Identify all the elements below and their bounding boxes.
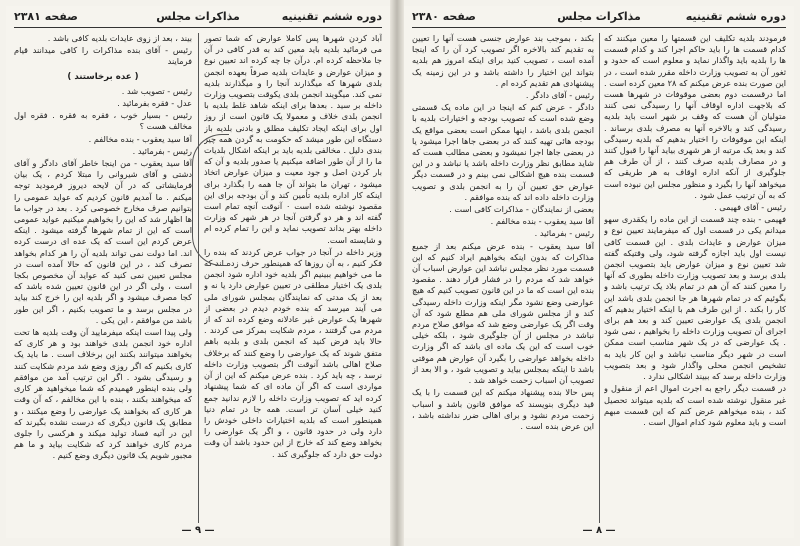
paragraph: بعضی از نمایندگان - مذاکرات کافی است .: [449, 204, 594, 215]
left-header-rule: [14, 27, 382, 28]
paragraph: آقا سید یعقوب - بنده مخالفم .: [88, 133, 192, 144]
left-page-header: [14, 10, 382, 26]
left-page-folio: — ۹ —: [181, 525, 215, 536]
paragraph: آقا سید یعقوب - بنده عرض میکنم بعد از جمیع مذاکرات که بدون اینکه بخواهیم ایراد کنیم که این قسمت مورد نظر مجلس نباشد این عوارض اسباب آن خواهد شد که مردم را در فشار قرار دهند . مقصود بنده این است که ما در این قانون تصویب کنیم که هیچ عوارضی وضع نشود مگر اینکه وزارت داخله رسیدگی کند و از مجلس شورای ملی هم مطلع شود که آن وقت اگر یک عوارضی وضع شد که موافق صلاح مردم نباشد در مجلس از آن جلوگیری شود ، بلکه خیلی خوب است که این یک ماده ای باشد که اگر وزارت داخله بخواهد عوارضی را بگیرد آن عوارض هم موقتی باشد تا اینکه بمجلس بیاید و تصویب شود ، و الا بعد از تصویب آن اسباب زحمت خواهد شد .: [412, 240, 594, 386]
right-header-page-number: صفحه ۲۳۸۰: [412, 10, 476, 23]
right-page-header: [412, 10, 786, 26]
left-header-title: مذاکرات مجلس: [156, 10, 240, 23]
left-header-page-number: صفحه ۲۳۸۱: [14, 10, 78, 23]
paragraph: رئیس - آقای بنده مذاکرات را کافی میدانند قیام فرمایند: [14, 45, 192, 67]
paragraph: بکند ، بموجب بند عوارض جنسی هست آنها را تعیین به تقدیم کند بالاخره اگر تصویب کرد آن را که اینجا آمده است ، تصویب کنید برای اینکه امروز هم بلدیه بتواند این اختیار را داشته باشد و در این زمینه یک پیشنهادی هم تقدیم کرده ام .: [412, 33, 594, 88]
paragraph: آقا سید یعقوب - بنده مخالفم .: [490, 216, 594, 227]
right-column-divider: [599, 33, 600, 523]
right-header-rule: [412, 27, 786, 28]
left-page-column-left: [14, 33, 192, 529]
paragraph: رئیس - بفرمائید .: [132, 145, 192, 156]
paragraph: رئیس - تصویب شد .: [121, 85, 192, 96]
paragraph: عدل - فقره بفرمائید .: [117, 98, 192, 109]
left-page-column-right: [204, 33, 382, 529]
right-page-folio: — ۸ —: [582, 525, 616, 536]
left-column-divider: [198, 33, 199, 523]
paragraph: آباد کردن شهرها پس کاملا عوارض که شما تصور می فرمائید بلدیه باید معین کند به قدر کافی در آن جا ملاحظه کرده ام. درآن جا چه کرده اند تعیین نوع و میزان عوارض و عایدات بلدیه صرفاً بعهده انجمن بلدی شهرها که میگذارند آنجا را و میگذارند بلدیه نمی کند. میگویند انجمن بلدی یکوقت بتصویب وزارت داخله بر سید . بعدها برای اینکه شاهد غلط بلدیه با انجمن بلدی خلاف و معمولا یک قانون است از روز اول برای اینکه ایجاد تکلیف مطلق و بادنی بلدیه باز دستگاه این طور میشد که حکومت به گردن همه چیز بندی دلیل . مخالفی بلدیه باید بر اینکه اشکال بلدیات ما را از آن طور اضافه میکنیم یا صدور بلدیه و آن که بار کردن اصل و جود معیت و میزان عوارض اتخاذ میشود ، تهران ما بتواند آن جا همه را بگذارد برای اینکه کار اداره بلدیه تأمین کند و آن بودجه برای این مقصود نوشته شده است ۰ آنوقت آنچه تمام است گفته اند و هر دو گرفتن آنجا در هر شهر که وزارت داخله بهتر بداند تصویب نماید و این را تمام کرده ام و شایسته است.: [204, 33, 382, 245]
paragraph: وزیر داخله در آنجا در جواب عرض کردند که بنده را فکر کنیم ، به آن روزها که همینطور حرف زده اند که ما می خواهیم ببینیم اگر بلدیه خود اداره شود انجمن بلدی یک اختیار مطلقی در تعیین عوارض دارد یا نه و بعد از یک مدتی که نمایندگان بمجلس شورای ملی می آیند میرسد که بنده خودم دیدم در بعضی از شهرها یک عوارض غیر عادلانه وضع کرده اند که از مردم می گرفتند ، مردم شکایت بمرکز می کردند . حالا باید فرض کنید که انجمن بلدی و بلدیه باهم متفق شوند که یک عوارضی را وضع کنند که برخلاف صلاح اهالی باشد آنوقت اگر بتصویب وزارت داخله نرسد ، چه باید کرد . بنده عرض میکنم که این از آن مواردی است که اگر آن ماده ای که شما پیشنهاد کرده اید که تصویب وزارت داخله را لازم ندانید جمع کنید خیلی آسان تر است. همه جا در تمام دنیا همینطور است که بلدیه اختیارات داخلی خودش را دارد ولی در حدود قانون ، و اگر یک عوارضی را بخواهد وضع کند که خارج از این حدود باشد آن وقت دولت حق دارد که جلوگیری کند .: [204, 246, 382, 459]
right-page-column-left: [412, 33, 594, 529]
handwritten-bracket-mark: [192, 134, 229, 266]
section-heading: ( عده برخاستند ): [67, 71, 139, 82]
left-page: [6, 6, 390, 538]
paragraph: دادگر - عرض کنم که اینجا در این ماده یک قسمتی وضع شده است که تصویب بودجه و اختیارات بلدیه با انجمن بلدی باشد ، اینها ممکن است بعضی مواقع یک بودجه هائی تهیه کنند که در بعضی جاها اجرا میشود یا در بعضی جاها اجرا نمیشود و بعضی مطالب هست که شاید مطابق نظر وزارت داخله باشد یا نباشد و در این قسمت بنده هیچ اشکالی نمی بینم و در قسمت دیگر عوارض حق تعیین آن را به انجمن بلدی و تصویب وزارت داخله داده اند که بنده موافقم .: [412, 102, 594, 202]
paragraph: در قسمت دیگر راجع به اجرت اموال اعم از منقول و غیر منقول نوشته شده است که بلدیه میتواند تحصیل کند ، بنده میخواهم عرض کنم که این قسمت مبهم است و باید معلوم شود کدام اموال است .: [604, 383, 786, 427]
paragraph: رئیس - آقای فهیمی .: [714, 202, 786, 213]
paragraph: رئیس - بسیار خوب ، فقره به فقره . فقره اول مخالف هست ؟: [14, 110, 192, 132]
right-header-session: دوره ششم تقنینیه: [685, 10, 786, 23]
paragraph: فهیمی - بنده چند قسمت از این ماده را یکقدری سهو میدانم یکی در قسمت اول که میفرمایند تعیین نوع و میزان عوارض و عایدات بلدی . این قسمت کافی نیست اول باید اجازه گرفته شود، ولی وقتیکه گفته شد تعیین نوع و میزان عوارض باید بتصویب انجمن بلدی برسد و بعد تصویب وزارت داخله بطوری که آنها را معین کنند که آن هم در تمام بلاد یک ترتیب باشد و بگوئیم که در تمام شهرها هر جا انجمن بلدی باشد این کار را بکند . از این طرف هم با اینکه اختیار بدهیم که انجمن بلدی یک عوارضی تعیین کند و بعد هم برای اجرای آن تصویب وزارت داخله را بخواهیم ، نمی شود . یک عوارضی که در یک شهر مناسب است ممکن است در شهر دیگر مناسب نباشد و این کار باید به تشخیص انجمن محلی واگذار شود و بعد بتصویب وزارت داخله برسد که ببیند اشکالی ندارد .: [604, 214, 786, 382]
paragraph: پس حالا بنده پیشنهاد میکنم که این قسمت را با یک قید دیگری بنویسند که موافق قانون باشد و اسباب زحمت مردم نشود و برای اهالی ضرر نداشته باشد ، این عرض بنده است .: [412, 387, 594, 431]
left-header-session: دوره ششم تقنینیه: [281, 10, 382, 23]
paragraph: رئیس - بفرمائید .: [534, 228, 594, 239]
paragraph: رئیس - آقای دادگر .: [525, 90, 594, 101]
paragraph: فرمودند بلدیه تکلیف این قسمتها را معین میکنند که کدام قسمت ها را باید حاکم اجرا کند و کدام قسمت ها را بلدیه باید واگذار نماید و معلوم است که حدود و ثغور آن به تصویب وزارت داخله مقرر شده است ، در این صورت بنده عرض میکنم که ۲۸ معین کرده است . اما درقسمت دوم بعضی موقوفات در شهرها هست که بلاجهت اداره اوقاف آنها را رسیدگی نمی کنند متولیان آن هست که وقف بر شهر است باید بلدیه رسیدگی کند و بالاخره آنها به مصرف بلدی برساند . اینکه این موقوفات را اختیار بدهیم که بلدیه رسیدگی کند و بعد یک مرتبه از هر شهری بیاید آنها را قبول کنند و در مصارف بلدیه صرف کنند ، از آن طرف هم جلوگیری از آنکه اداره اوقاف به هر طریقی که میخواهد آنها را بگیرد و منظور مجلس این نبوده است که به آن ترتیب عمل شود .: [604, 33, 786, 200]
paragraph: آقا سید یعقوب - من اینجا خاطر آقای دادگر و آقای دشتی و آقای شیروانی را مبتلا کردم ، یک بیان فرمایشاتی که در آن لایحه دیروز فرمودید توجه میکنم . ما آمدیم قانون کردیم که عواید عمومی را بتوانیم صرف مخارج خصوصی کرد . بعد در جواب ما ها اظهار شد که این را بخواهیم میکنیم عواید عمومی است که این از تمام شهرها گرفته میشود . اینکه عرض کردم این است که یک عده ای درست کرده اند. اما دولت نمی تواند بلدیه آن را هر کدام بخواهد تصرف کند ، در این قانون که حالا آمده است در مجلس تعیین نمی کنید که عواید آن مخصوص بکجا است ، ولی اگر در این قانون تعیین شده باشد که کجا مصرف میشود و اگر بلدیه این را خرج کند بیاید در مجلس برسد و ما تصویب بکنیم ، اگر این طور باشد من موافقم ، این یکی .: [14, 158, 192, 325]
paragraph: ولی پیدا است اینکه میفرمایید آن وقت بلدیه ها تحت اداره خود انجمن بلدی خواهند بود و هر کاری که بخواهند میتوانند بکنند این برخلاف است . ما باید یک کاری بکنیم که اگر روزی وضع شد مردم شکایت کنند و رسیدگی بشود . اگر این ترتیب آمد من موافقم ولی بنده اینطور فهمیدم که شما میخواهید هر کاری که میخواهند بکنند ، بنده با این مخالفم ، که آن وقت هر کاری که بخواهند یک عوارضی را وضع میکنند ، و مطابق یک قانون دیگری که درست نشده بگیرند که این در آتیه فساد تولید میکند و هرکسی را جلوی مردم کاری خواهند کرد که شکایت بیاید و ما هم مجبور شویم یک قانون دیگری وضع کنیم .: [14, 327, 192, 461]
right-page: [404, 6, 794, 538]
right-page-column-right: [604, 33, 786, 529]
paragraph: بیند ، بعد از زوی عایدات بلدیه کافی باشد .: [47, 33, 192, 43]
right-header-title: مذاکرات مجلس: [557, 10, 641, 23]
book-gutter: [390, 0, 404, 546]
